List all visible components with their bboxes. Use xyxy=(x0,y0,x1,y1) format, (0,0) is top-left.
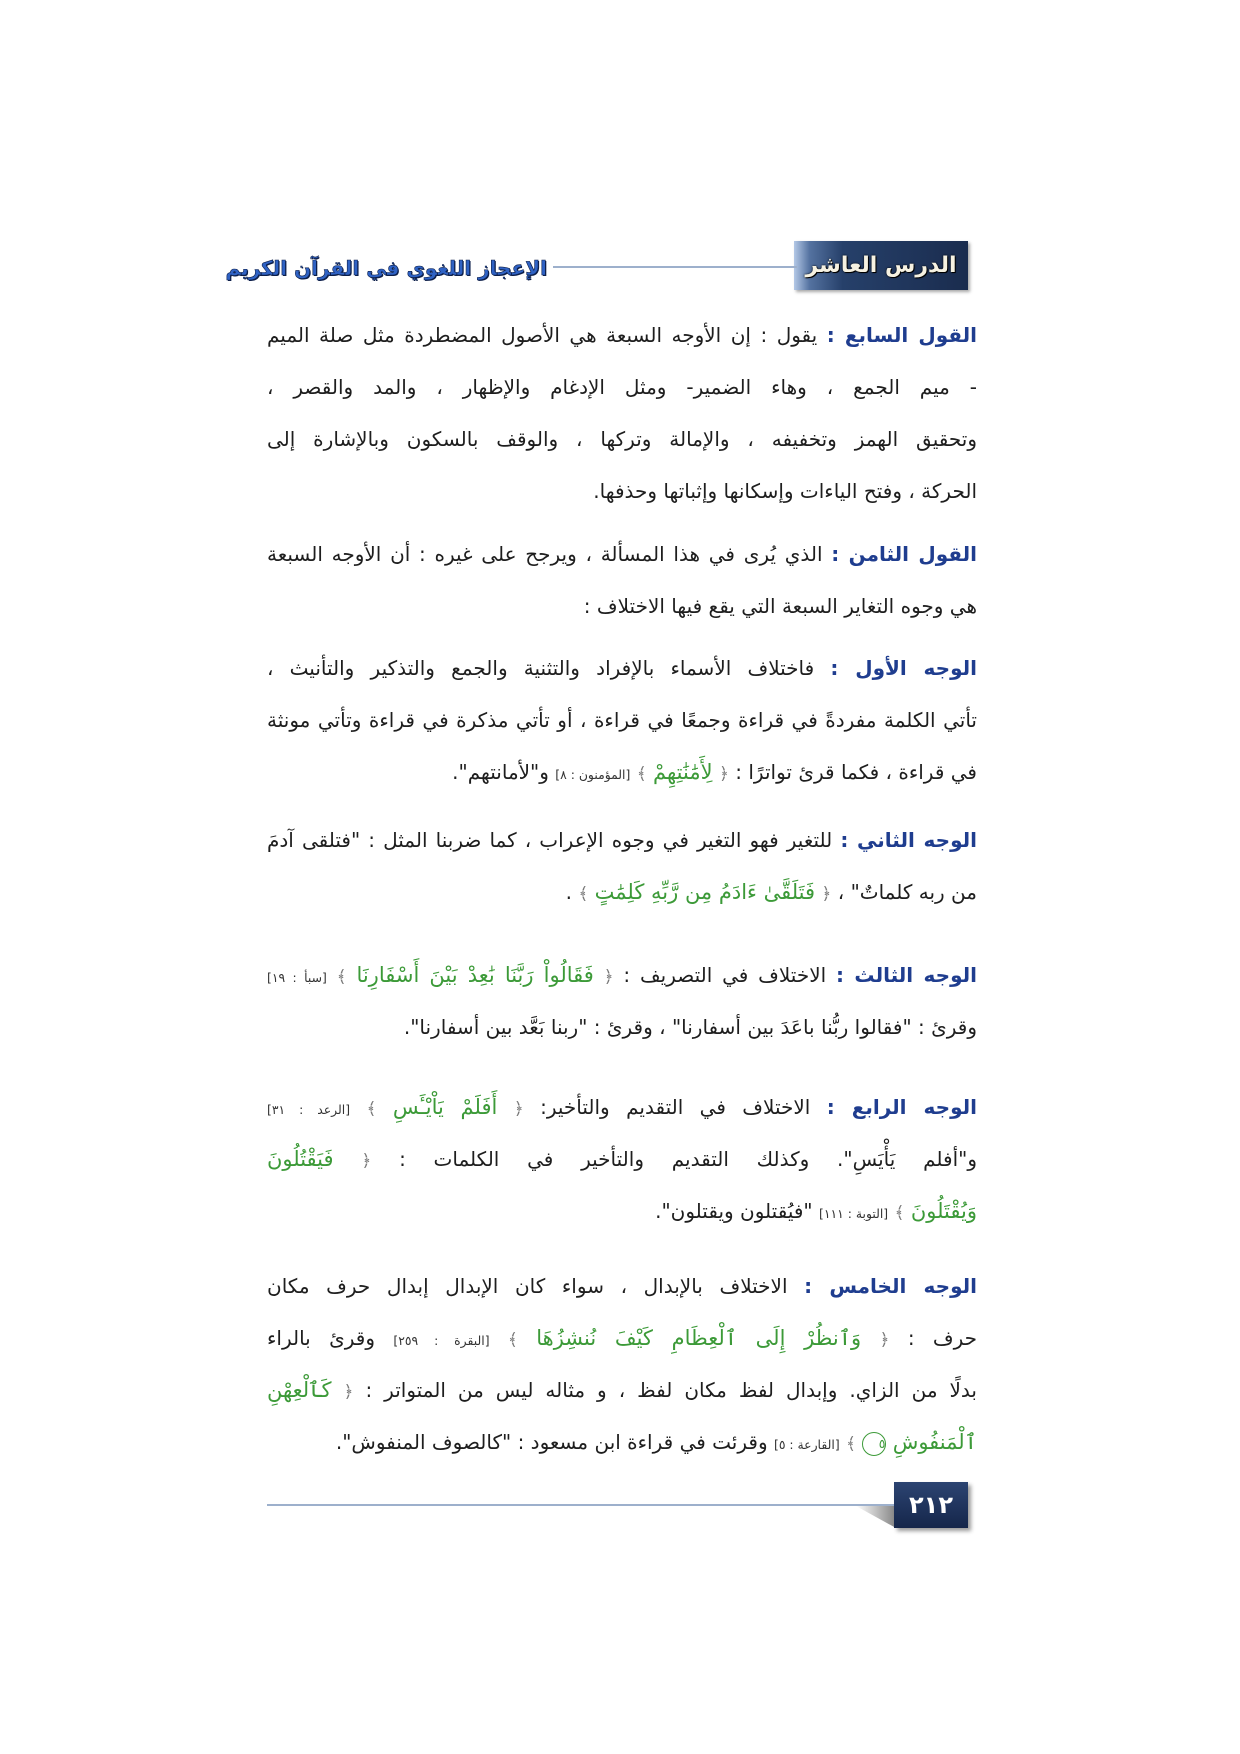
quran-verse: وَٱنظُرْ إِلَى ٱلْعِظَامِ كَيْفَ نُنشِزُهَا xyxy=(536,1326,862,1350)
paragraph-label: القول السابع : xyxy=(826,323,977,347)
text-line xyxy=(267,1416,977,1468)
quran-verse: لِأَمَٰنَٰتِهِمْ xyxy=(653,760,713,784)
verse-reference: [التوبة : ١١١] xyxy=(818,1206,889,1221)
text-line xyxy=(267,1260,977,1312)
paragraph-label: الوجه الثاني : xyxy=(840,828,978,852)
paragraph-label: القول الثامن : xyxy=(831,542,978,566)
header-rule xyxy=(553,266,797,268)
verse-reference: [البقرة : ٢٥٩] xyxy=(393,1333,490,1348)
body-text: "فيُقتلون ويقتلون". xyxy=(655,1199,813,1223)
text-line xyxy=(267,528,977,580)
body-text: هي وجوه التغاير السبعة التي يقع فيها الاختلاف : xyxy=(583,594,977,618)
ayah-number-marker: ٥ xyxy=(862,1432,886,1456)
ornate-bracket: ﴿ xyxy=(718,764,729,784)
text-line xyxy=(267,580,977,632)
ornate-bracket: ﴿ xyxy=(361,1151,372,1171)
body-text: وتحقيق الهمز وتخفيفه ، والإمالة وتركها ، والوقف بالسكون وبالإشارة إلى xyxy=(267,427,977,451)
text-line xyxy=(267,746,977,798)
body-text: يقول : إن الأوجه السبعة هي الأصول المضطردة مثل صلة الميم xyxy=(267,323,818,347)
paragraph-label: الوجه الخامس : xyxy=(804,1274,977,1298)
body-text: في قراءة ، فكما قرئ تواترًا : xyxy=(735,760,977,784)
verse-reference: [سبأ : ١٩] xyxy=(267,970,327,985)
text-line xyxy=(267,814,977,866)
body-text: الحركة ، وفتح الياءات وإسكانها وإثباتها وحذفها. xyxy=(593,479,977,503)
text-line xyxy=(267,465,977,517)
text-line xyxy=(267,309,977,361)
text-line xyxy=(267,949,977,1001)
paragraph-label: الوجه الرابع : xyxy=(826,1095,977,1119)
body-text: وقرئ : "فقالوا ربُّنا باعَدَ بين أسفارنا" ، وقرئ : "ربنا بَعَّد بين أسفارنا". xyxy=(403,1015,977,1039)
body-text: من ربه كلماتٌ" ، xyxy=(837,880,977,904)
text-line xyxy=(267,1312,977,1364)
body-text: و"أفلم يَأْيَسِ". وكذلك التقديم والتأخير في الكلمات : xyxy=(399,1147,978,1171)
text-line xyxy=(267,642,977,694)
ornate-bracket: ﴿ xyxy=(821,884,832,904)
chapter-label: الدرس العاشر xyxy=(805,253,957,278)
ornate-bracket: ﴿ xyxy=(603,967,614,987)
text-line xyxy=(267,361,977,413)
body-text: و"لأمانتهم". xyxy=(452,760,549,784)
quran-verse: فَتَلَقَّىٰ ءَادَمُ مِن رَّبِّهِ كَلِمَٰتٍ xyxy=(594,880,816,904)
verse-reference: [الرعد : ٣١] xyxy=(267,1102,351,1117)
ornate-bracket: ﴾ xyxy=(578,884,589,904)
text-line xyxy=(267,1001,977,1053)
page-number: ٢١٢ xyxy=(909,1491,953,1519)
text-line xyxy=(267,1364,977,1416)
body-text: تأتي الكلمة مفردةً في قراءة وجمعًا في قراءة ، أو تأتي مذكرة في قراءة وتأتي مونثة xyxy=(267,708,977,732)
quran-verse: وَيُقْتَلُونَ xyxy=(910,1199,977,1223)
paragraph-5 xyxy=(267,949,977,1053)
chapter-badge xyxy=(794,241,968,290)
ornate-bracket: ﴾ xyxy=(894,1203,905,1223)
body-text: . xyxy=(565,880,572,904)
paragraph-4 xyxy=(267,814,977,918)
body-text: فاختلاف الأسماء بالإفراد والتثنية والجمع والتذكير والتأنيث ، xyxy=(267,656,815,680)
body-text: الاختلاف في التصريف : xyxy=(623,963,827,987)
ornate-bracket: ﴾ xyxy=(336,967,347,987)
body-text: للتغير فهو التغير في وجوه الإعراب ، كما ضربنا المثل : "فتلقى آدمَ xyxy=(267,828,833,852)
paragraph-6 xyxy=(267,1081,977,1237)
quran-verse: فَيَقْتُلُونَ xyxy=(267,1147,334,1171)
text-line xyxy=(267,1081,977,1133)
quran-verse: كَٱلْعِهْنِ xyxy=(267,1378,332,1402)
text-line xyxy=(267,1185,977,1237)
body-text: بدلًا من الزاي. وإبدال لفظ مكان لفظ ، و مثاله ليس من المتواتر : xyxy=(365,1378,977,1402)
footer-rule xyxy=(267,1504,894,1506)
ornate-bracket: ﴾ xyxy=(366,1099,377,1119)
quran-verse: ٱلْمَنفُوشِ xyxy=(892,1430,977,1454)
text-line xyxy=(267,413,977,465)
body-text: - ميم الجمع ، وهاء الضمير- ومثل الإدغام والإظهار ، والمد والقصر ، xyxy=(267,375,977,399)
paragraph-2 xyxy=(267,528,977,632)
ornate-bracket: ﴿ xyxy=(879,1330,890,1350)
text-line xyxy=(267,1133,977,1185)
ornate-bracket: ﴾ xyxy=(636,764,647,784)
ornate-bracket: ﴾ xyxy=(846,1434,856,1454)
ornate-bracket: ﴿ xyxy=(513,1099,524,1119)
body-text: وقرئ بالراء xyxy=(267,1326,375,1350)
body-text: الاختلاف بالإبدال ، سواء كان الإبدال إبدال حرف مكان xyxy=(267,1274,788,1298)
paragraph-1 xyxy=(267,309,977,517)
verse-reference: [القارعة : ٥] xyxy=(773,1437,840,1452)
paragraph-label: الوجه الأول : xyxy=(830,656,977,680)
body-text: الذي يُرى في هذا المسألة ، ويرجح على غيره : أن الأوجه السبعة xyxy=(267,542,823,566)
page-number-badge xyxy=(894,1482,968,1528)
body-text: الاختلاف في التقديم والتأخير: xyxy=(540,1095,811,1119)
ornate-bracket: ﴿ xyxy=(343,1382,354,1402)
text-line xyxy=(267,866,977,918)
paragraph-3 xyxy=(267,642,977,798)
body-text: وقرئت في قراءة ابن مسعود : "كالصوف المنفوش". xyxy=(335,1430,768,1454)
body-text: حرف : xyxy=(907,1326,978,1350)
paragraph-label: الوجه الثالث : xyxy=(835,963,977,987)
text-line xyxy=(267,694,977,746)
footer-shadow xyxy=(856,1506,896,1528)
book-title: الإعجاز اللغوي في القرآن الكريم xyxy=(225,256,547,280)
quran-verse: فَقَالُواْ رَبَّنَا بَٰعِدْ بَيْنَ أَسْفَارِنَا xyxy=(356,963,594,987)
verse-reference: [المؤمنون : ٨] xyxy=(555,767,631,782)
paragraph-7 xyxy=(267,1260,977,1468)
quran-verse: أَفَلَمْ يَاْيْـَٔسِ xyxy=(392,1095,498,1119)
ornate-bracket: ﴾ xyxy=(507,1330,518,1350)
